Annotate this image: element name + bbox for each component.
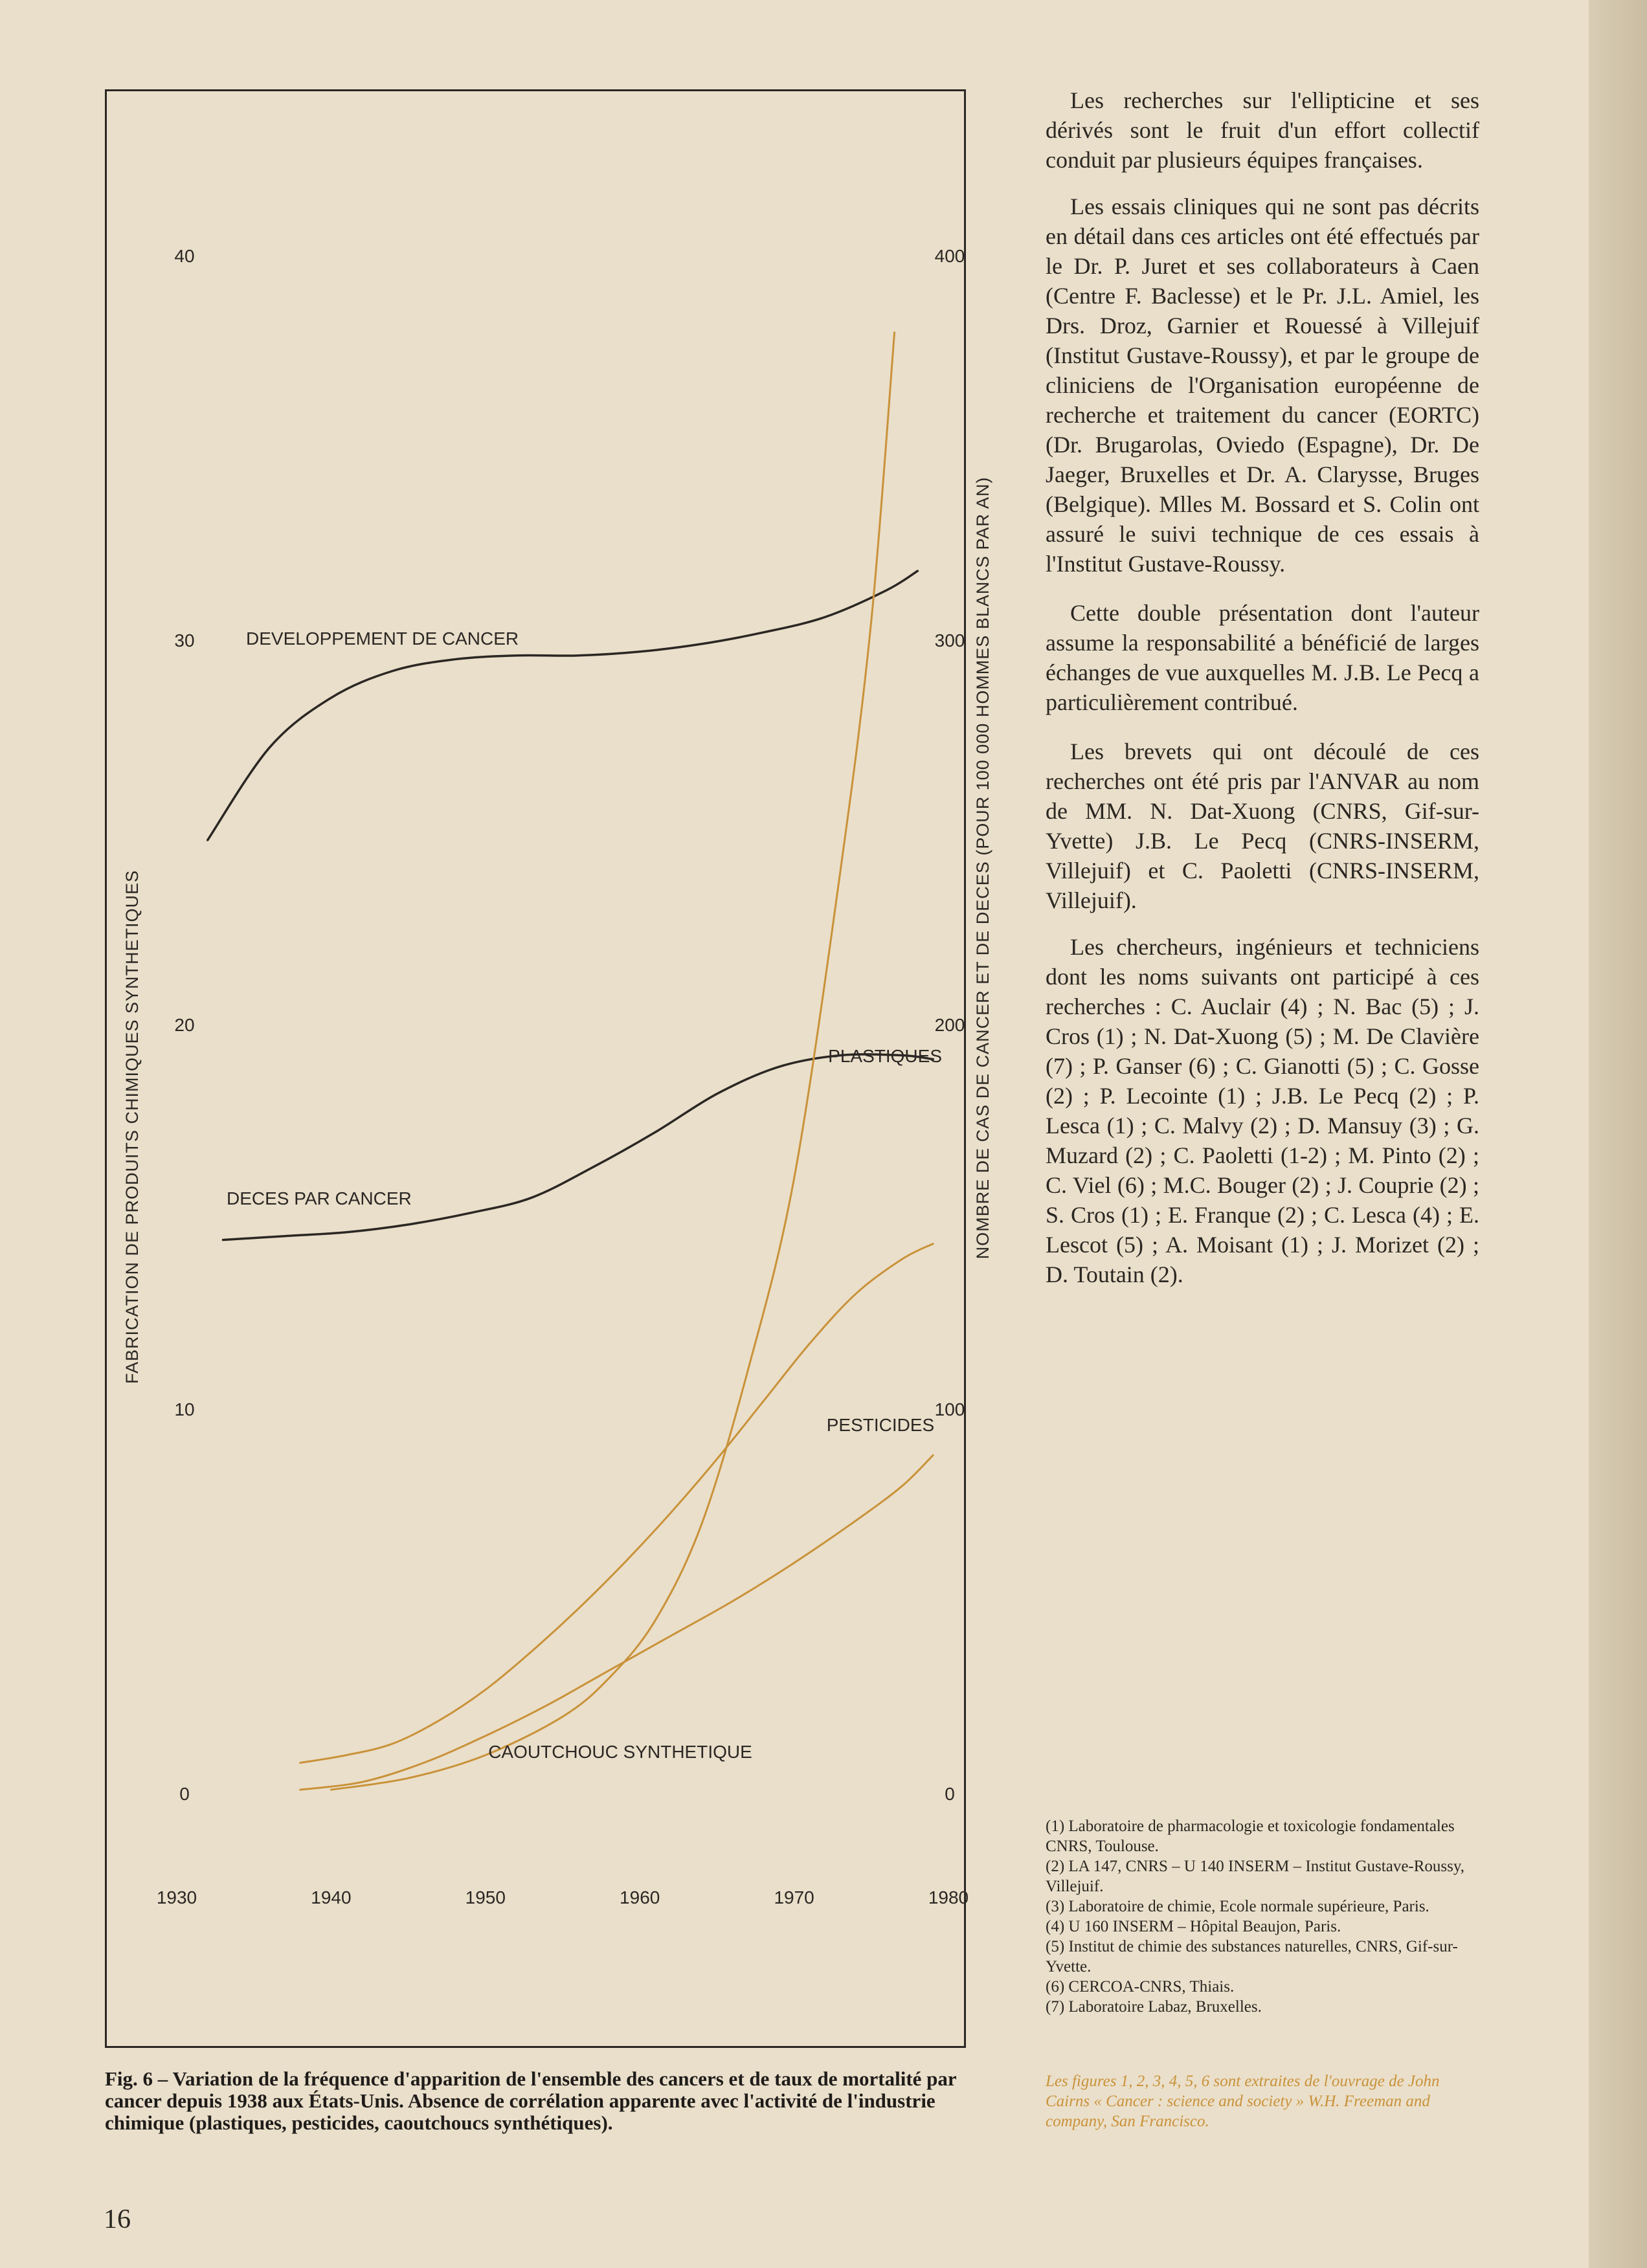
paragraph-5: Les chercheurs, ingénieurs et techniciens dont les noms suivants ont participé à ces recherches : C. Auclair (4) ; N. Bac (5) ; J. Cros (1) ; N. Dat-Xuong (5) ; M. De Clavière (7) ; P. Ganser (6) ; C. Gianotti (5) ; C. Gosse (2) ; P. Lecointe (1) ; J.B. Le Pecq (2) ; P. Lesca (1) ; C. Malvy (2) ; D. Mansuy (3) ; G. Muzard (2) ; C. Paoletti (1-2) ; M. Pinto (2) ; C. Viel (6) ; M.C. Bouger (2) ; J. Couprie (2) ; S. Cros (1) ; E. Franque (2) ; C. Lesca (4) ; E. Lescot (5) ; A. Moisant (1) ; J. Morizet (2) ; D. Toutain (2). [1046,934,1479,1287]
paragraph-2: Les essais cliniques qui ne sont pas décrits en détail dans ces articles ont été effectués par le Dr. P. Juret et ses collaborateurs à Caen (Centre F. Baclesse) et le Pr. J.L. Amiel, les Drs. Droz, Garnier et Rouessé à Villejuif (Institut Gustave-Roussy), et par le groupe de cliniciens de l'Organisation européenne de recherche et traitement du cancer (EORTC) (Dr. Brugarolas, Oviedo (Espagne), Dr. De Jaeger, Bruxelles et Dr. A. Clarysse, Bruges (Belgique). Mlles M. Bossard et S. Colin ont assuré le suivi technique de ces essais à l'Institut Gustave-Roussy. [1046,194,1479,577]
y-right-tick-label: 300 [934,630,965,650]
series-label: DECES PAR CANCER [227,1188,412,1208]
footnote: (5) Institut de chimie des substances naturelles, CNRS, Gif-sur-Yvette. [1046,1938,1458,1975]
paragraph-4: Les brevets qui ont découlé de ces recherches ont été pris par l'ANVAR au nom de MM. N. Dat-Xuong (CNRS, Gif-sur-Yvette) J.B. Le Pecq (CNRS-INSERM, Villejuif) et C. Paoletti (CNRS-INSERM, Villejuif). [1046,739,1479,913]
footnote: (6) CERCOA-CNRS, Thiais. [1046,1978,1235,1996]
chart [107,91,992,2046]
y-left-tick-label: 30 [174,630,195,650]
footnote: (4) U 160 INSERM – Hôpital Beaujon, Paris. [1046,1918,1341,1935]
figure-frame [105,89,992,2048]
series-line-pesticides [300,1244,933,1763]
y-left-tick-label: 40 [174,246,195,266]
footnote: (2) LA 147, CNRS – U 140 INSERM – Institut Gustave-Roussy, Villejuif. [1046,1858,1465,1895]
series-label: DEVELOPPEMENT DE CANCER [246,628,519,649]
x-tick-label: 1950 [465,1887,506,1907]
series-line-deces-par-cancer [223,1054,934,1240]
x-tick-label: 1940 [311,1887,352,1907]
y-right-tick-label: 400 [934,246,965,266]
text-column [1046,85,1479,1306]
paragraph-1: Les recherches sur l'ellipticine et ses dérivés sont le fruit d'un effort collectif conduit par plusieurs équipes françaises. [1046,87,1479,173]
y-right-tick-label: 0 [945,1784,955,1804]
page-number: 16 [104,2205,131,2234]
x-tick-label: 1970 [774,1887,814,1907]
series-label: CAOUTCHOUC SYNTHETIQUE [488,1742,752,1762]
page-edge [1589,0,1647,2268]
series-label: PLASTIQUES [828,1046,942,1066]
y-right-axis-label: NOMBRE DE CAS DE CANCER ET DE DECES (POUR 100 000 HOMMES BLANCS PAR AN) [973,476,992,1260]
y-left-tick-label: 20 [174,1015,195,1035]
series-line-caoutchouc-synthetique [300,1455,933,1790]
figure-credit: Les figures 1, 2, 3, 4, 5, 6 sont extraites de l'ouvrage de John Cairns « Cancer : science and society » W.H. Freeman and company, San Francisco. [1046,2073,1440,2130]
series-label: PESTICIDES [826,1415,935,1435]
series-line-plastiques [331,333,894,1790]
y-right-tick-label: 100 [934,1399,965,1419]
paragraph-3: Cette double présentation dont l'auteur assume la responsabilité a bénéficié de larges échanges de vue auxquelles M. J.B. Le Pecq a particulièrement contribué. [1046,600,1479,715]
footnote: (3) Laboratoire de chimie, Ecole normale supérieure, Paris. [1046,1898,1429,1915]
series-line-developpement-de-cancer [208,571,918,840]
footnotes [1046,1816,1483,2017]
x-tick-label: 1980 [928,1887,969,1907]
y-left-tick-label: 0 [179,1784,190,1804]
footnote: (1) Laboratoire de pharmacologie et toxicologie fondamentales CNRS, Toulouse. [1046,1818,1455,1855]
footnote: (7) Laboratoire Labaz, Bruxelles. [1046,1998,1262,2016]
y-left-tick-label: 10 [174,1399,195,1419]
y-right-tick-label: 200 [934,1015,965,1035]
figure-caption: Fig. 6 – Variation de la fréquence d'apparition de l'ensemble des cancers et de taux de mortalité par cancer depuis 1938 aux États-Unis. Absence de corrélation apparente avec l'activité de l'industrie chimique (plastiques, pesticides, caoutchoucs synthétiques). [105,2067,957,2134]
x-tick-label: 1960 [620,1887,660,1907]
x-tick-label: 1930 [156,1887,197,1907]
y-left-axis-label: FABRICATION DE PRODUITS CHIMIQUES SYNTHETIQUES [122,869,142,1384]
